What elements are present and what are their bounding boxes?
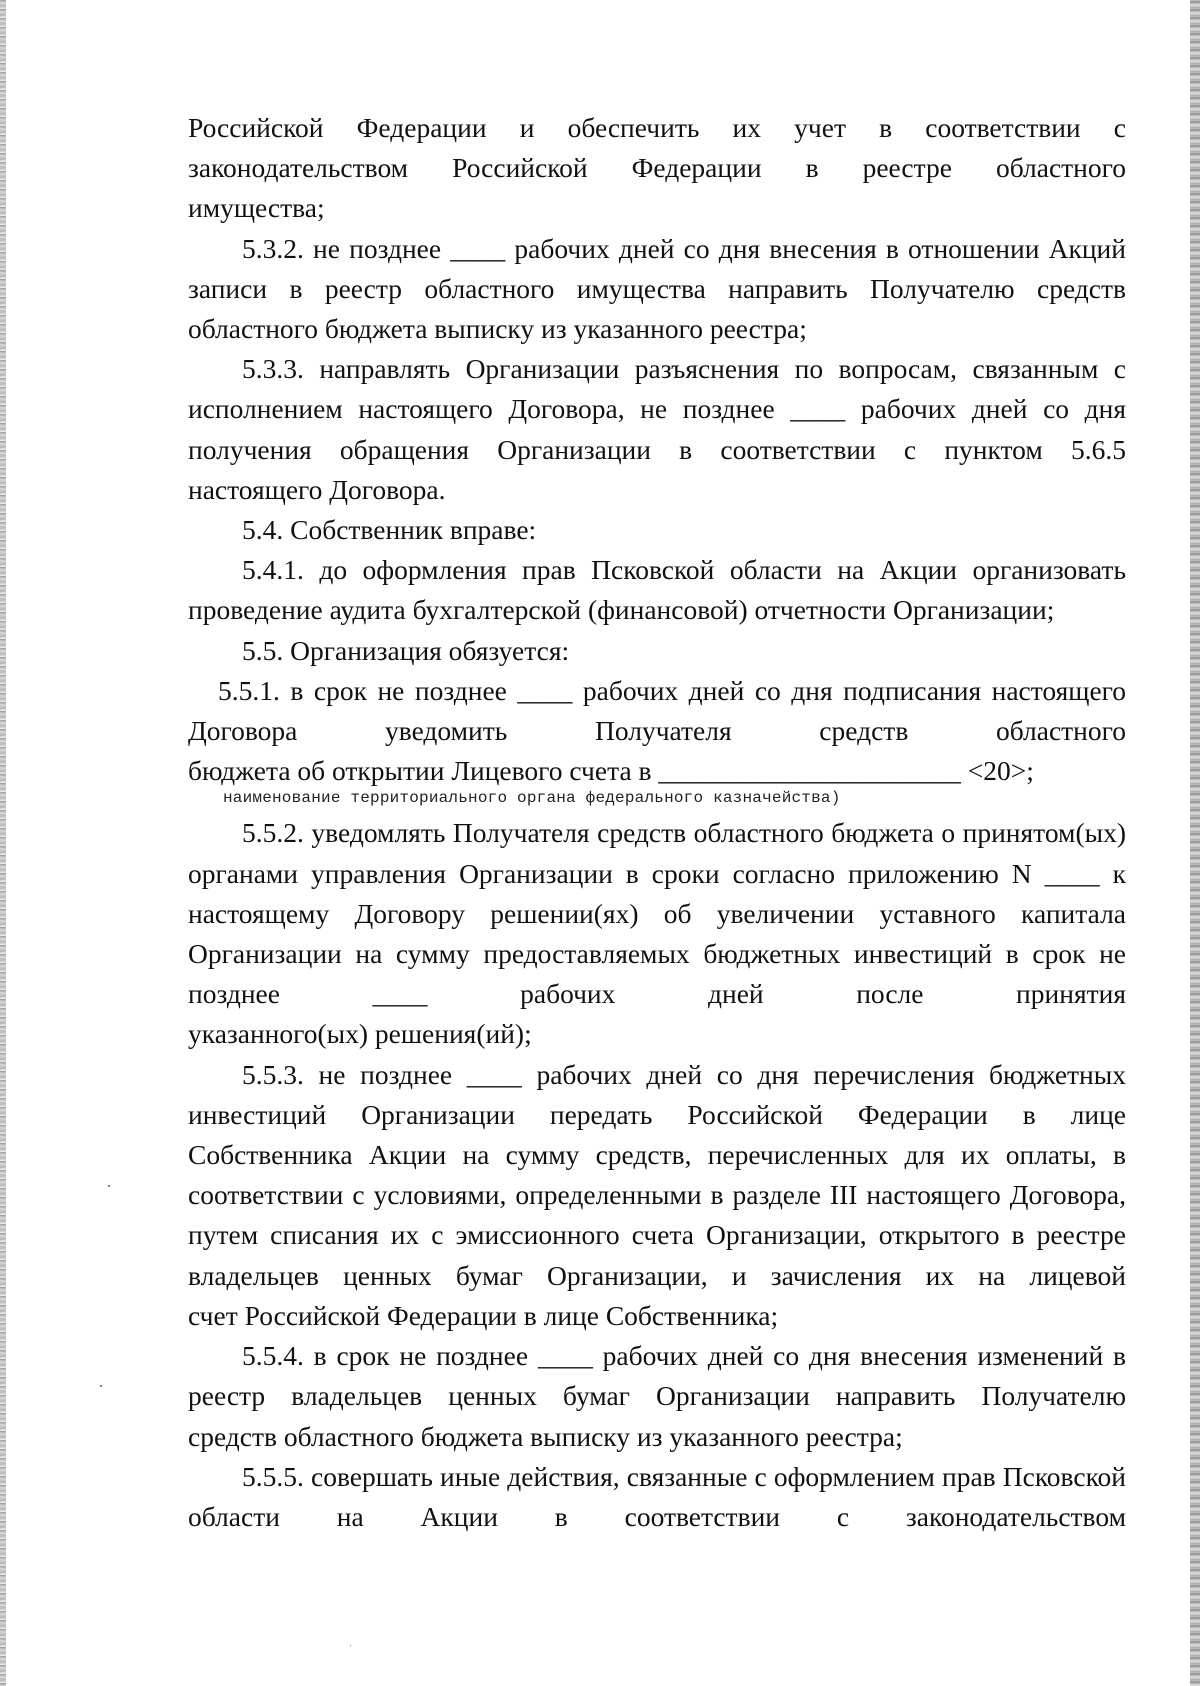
- clause-5-5-3-end: [188, 1296, 1126, 1336]
- scan-edge-right: [1190, 0, 1200, 1686]
- clause-5-5: [188, 631, 1126, 671]
- paragraph-text: 5.5.5. совершать иные действия, связанные с оформлением прав Псковской области на Акции в соответствии с законодательством: [188, 1460, 1126, 1532]
- clause-5-5-4-end: [188, 1417, 1126, 1457]
- paragraph-text: 5.3.2. не позднее ____ рабочих дней со дня внесения в отношении Акций записи в реестр областного имущества направить Получателю средств: [188, 232, 1126, 304]
- clause-5-5-2: [188, 813, 1126, 1014]
- scan-speck: [100, 1385, 102, 1387]
- clause-5-3-3: [188, 349, 1126, 470]
- paragraph-text: 5.5.3. не позднее ____ рабочих дней со дня перечисления бюджетных инвестиций Организации передать Российской Федерации в лице Собственника Акции на сумму средств, перечисленных для их оплаты, в соответствии с условиями, определенными в разделе III настоящего Договора, путем списания их с эмиссионного счета Организации, открытого в реестре владельцев ценных бумаг Организации, и зачисления их на лицевой: [188, 1058, 1126, 1291]
- paragraph-text: 5.4.1. до оформления прав Псковской области на Акции организовать: [242, 554, 1126, 586]
- scan-speck: [108, 1185, 110, 1187]
- paragraph-text: 5.5. Организация обязуется:: [242, 634, 570, 666]
- paragraph-text: 5.4. Собственник вправе:: [242, 514, 537, 546]
- scan-edge-left: [0, 0, 6, 1686]
- paragraph-continuation: [188, 108, 1126, 188]
- paragraph-text: указанного(ых) решения(ий);: [188, 1018, 532, 1050]
- clause-5-5-4: [188, 1336, 1126, 1416]
- scan-speck: [350, 1645, 351, 1646]
- paragraph-text: областного бюджета выписку из указанного реестра;: [188, 313, 807, 345]
- paragraph-text: 5.5.2. уведомлять Получателя средств областного бюджета о принятом(ых) органами управления Организации в сроки согласно приложению N ____ к настоящему Договору решении(ях) об увеличении уставного капитала Организации на сумму предоставляемых бюджетных инвестиций в срок не позднее ____ рабочих дней после принятия: [188, 817, 1126, 1010]
- clause-5-3-2: [188, 229, 1126, 309]
- paragraph-continuation-end: [188, 188, 1126, 228]
- paragraph-text: настоящего Договора.: [188, 473, 446, 505]
- clause-5-5-5: [188, 1457, 1126, 1537]
- clause-5-5-1: [188, 671, 1126, 751]
- clause-5-5-3: [188, 1055, 1126, 1296]
- paragraph-text: Российской Федерации и обеспечить их учет в соответствии с законодательством Российской Федерации в реестре областного: [188, 112, 1126, 184]
- paragraph-text: счет Российской Федерации в лице Собственника;: [188, 1299, 779, 1331]
- clause-5-5-1-end: [188, 751, 1126, 791]
- clause-5-5-2-end: [188, 1014, 1126, 1054]
- paragraph-text: средств областного бюджета выписку из указанного реестра;: [188, 1420, 903, 1452]
- field-caption: наименование территориального органа федерального казначейства): [223, 789, 841, 808]
- clause-5-3-3-end: [188, 470, 1126, 510]
- paragraph-text: бюджета об открытии Лицевого счета в ______________________ <20>;: [188, 755, 1034, 787]
- clause-5-3-2-end: [188, 309, 1126, 349]
- paragraph-text: 5.3.3. направлять Организации разъяснения по вопросам, связанным с исполнением настоящего Договора, не позднее ____ рабочих дней со дня получения обращения Организации в соответствии с пунктом 5.6.5: [188, 353, 1126, 465]
- paragraph-text: 5.5.1. в срок не позднее ____ рабочих дней со дня подписания настоящего Договора уведомить Получателя средств областного: [188, 674, 1126, 747]
- document-body: [188, 108, 1126, 1537]
- clause-5-4-1-end: [188, 590, 1126, 630]
- clause-5-4: [188, 510, 1126, 550]
- paragraph-text: имущества;: [188, 192, 325, 224]
- paragraph-text: 5.5.4. в срок не позднее ____ рабочих дней со дня внесения изменений в реестр владельцев ценных бумаг Организации направить Получателю: [188, 1340, 1126, 1412]
- clause-5-4-1: [188, 550, 1126, 590]
- paragraph-text: проведение аудита бухгалтерской (финансовой) отчетности Организации;: [188, 594, 1055, 626]
